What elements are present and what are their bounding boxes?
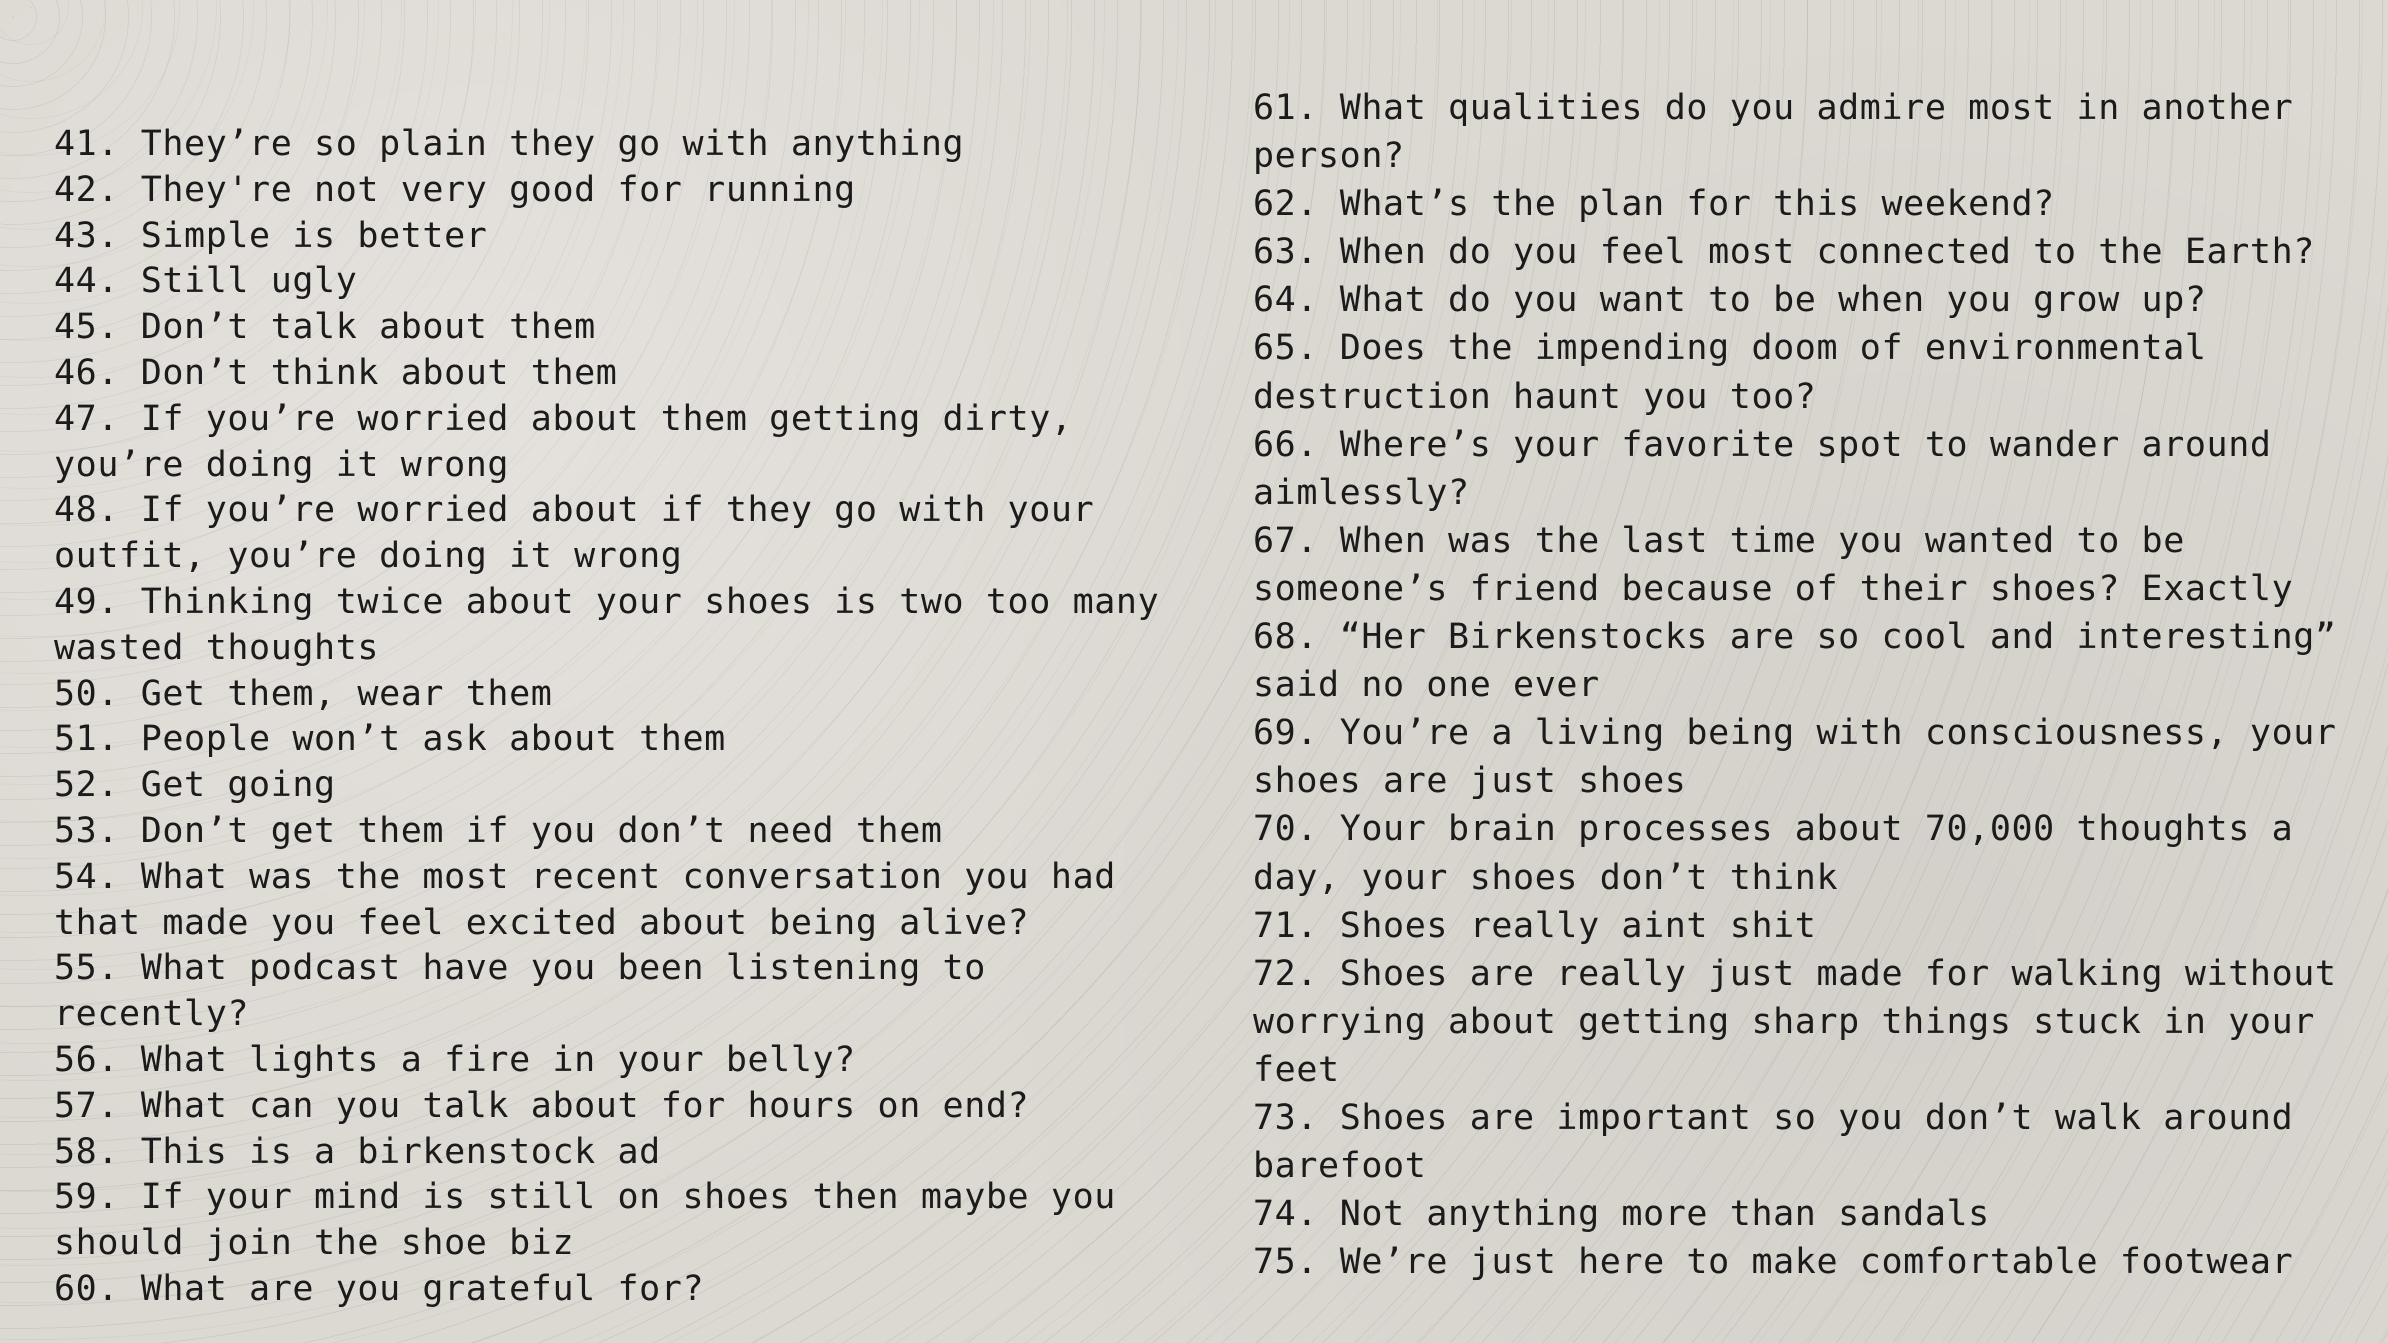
list-item	[54, 1267, 1184, 1313]
list-item	[54, 580, 1184, 672]
list-item	[54, 672, 1184, 718]
list-item	[54, 1038, 1184, 1084]
item-text: Don’t get them if you don’t need them	[140, 810, 943, 851]
list-item	[54, 717, 1184, 763]
list-item	[1253, 228, 2353, 276]
list-item	[1253, 950, 2353, 1094]
list-item	[54, 763, 1184, 809]
item-number: 46.	[54, 352, 120, 393]
item-number: 56.	[54, 1039, 120, 1080]
item-text: What was the most recent conversation you had that made you feel excited about being alive?	[54, 856, 1116, 943]
item-text: Get them, wear them	[140, 673, 553, 714]
item-number: 44.	[54, 261, 120, 302]
list-item	[1253, 84, 2353, 180]
item-number: 48.	[54, 490, 120, 531]
item-number: 64.	[1253, 280, 1319, 321]
item-text: Shoes are really just made for walking without worrying about getting sharp things stuck in your feet	[1253, 953, 2337, 1090]
list-item	[1253, 613, 2353, 709]
list-item	[1253, 1238, 2353, 1286]
item-number: 50.	[54, 673, 120, 714]
left-column-list	[54, 122, 1184, 1313]
item-number: 70.	[1253, 809, 1319, 850]
list-item	[1253, 902, 2353, 950]
item-number: 47.	[54, 398, 120, 439]
list-item	[1253, 1094, 2353, 1190]
item-text: If you’re worried about them getting dirty, you’re doing it wrong	[54, 398, 1073, 485]
list-item	[1253, 324, 2353, 420]
list-item	[54, 122, 1184, 168]
item-text: Don’t talk about them	[140, 307, 596, 348]
list-item	[1253, 180, 2353, 228]
item-number: 66.	[1253, 424, 1319, 465]
item-number: 63.	[1253, 232, 1319, 273]
list-item	[1253, 1190, 2353, 1238]
item-number: 51.	[54, 719, 120, 760]
item-text: You’re a living being with consciousness, your shoes are just shoes	[1253, 713, 2337, 802]
item-text: What are you grateful for?	[140, 1268, 705, 1309]
item-number: 71.	[1253, 905, 1319, 946]
item-text: What lights a fire in your belly?	[140, 1039, 856, 1080]
item-number: 59.	[54, 1177, 120, 1218]
item-number: 75.	[1253, 1242, 1319, 1283]
item-number: 45.	[54, 307, 120, 348]
item-text: If your mind is still on shoes then maybe you should join the shoe biz	[54, 1177, 1116, 1264]
list-item	[1253, 709, 2353, 805]
item-number: 72.	[1253, 953, 1319, 994]
list-item	[54, 809, 1184, 855]
item-number: 62.	[1253, 184, 1319, 225]
item-number: 42.	[54, 169, 120, 210]
item-number: 73.	[1253, 1097, 1319, 1138]
list-item	[54, 397, 1184, 489]
item-text: “Her Birkenstocks are so cool and interesting” said no one ever	[1253, 617, 2337, 706]
list-item	[1253, 421, 2353, 517]
item-number: 53.	[54, 810, 120, 851]
item-number: 74.	[1253, 1194, 1319, 1235]
item-text: We’re just here to make comfortable footwear	[1339, 1242, 2294, 1283]
list-item	[54, 1084, 1184, 1130]
list-item	[1253, 517, 2353, 613]
item-text: Where’s your favorite spot to wander around aimlessly?	[1253, 424, 2272, 513]
item-number: 67.	[1253, 520, 1319, 561]
list-item	[54, 488, 1184, 580]
item-number: 68.	[1253, 617, 1319, 658]
item-text: Shoes really aint shit	[1339, 905, 1817, 946]
item-text: They're not very good for running	[140, 169, 856, 210]
item-text: Don’t think about them	[140, 352, 618, 393]
list-item	[54, 305, 1184, 351]
item-text: When do you feel most connected to the Earth?	[1339, 232, 2315, 273]
list-item	[54, 1175, 1184, 1267]
item-text: What’s the plan for this weekend?	[1339, 184, 2055, 225]
list-item	[54, 259, 1184, 305]
item-text: Still ugly	[140, 261, 358, 302]
item-text: Not anything more than sandals	[1339, 1194, 1990, 1235]
list-item	[54, 1130, 1184, 1176]
item-number: 65.	[1253, 328, 1319, 369]
item-number: 69.	[1253, 713, 1319, 754]
item-text: This is a birkenstock ad	[140, 1131, 661, 1172]
list-item	[1253, 276, 2353, 324]
item-text: Get going	[140, 765, 336, 806]
item-text: When was the last time you wanted to be someone’s friend because of their shoes? Exactly	[1253, 520, 2294, 609]
item-text: Shoes are important so you don’t walk around barefoot	[1253, 1097, 2294, 1187]
list-item	[54, 168, 1184, 214]
item-number: 57.	[54, 1085, 120, 1126]
item-text: Does the impending doom of environmental destruction haunt you too?	[1253, 328, 2207, 417]
item-text: What can you talk about for hours on end?	[140, 1085, 1030, 1126]
list-item	[54, 214, 1184, 260]
item-number: 52.	[54, 765, 120, 806]
item-text: What qualities do you admire most in another person?	[1253, 88, 2294, 177]
item-text: They’re so plain they go with anything	[140, 124, 965, 164]
item-number: 58.	[54, 1131, 120, 1172]
list-item	[54, 946, 1184, 1038]
item-text: Simple is better	[140, 215, 488, 256]
item-text: Thinking twice about your shoes is two too many wasted thoughts	[54, 581, 1160, 668]
list-item	[54, 351, 1184, 397]
item-number: 61.	[1253, 88, 1319, 128]
item-text: If you’re worried about if they go with your outfit, you’re doing it wrong	[54, 490, 1095, 577]
item-text: What do you want to be when you grow up?	[1339, 280, 2207, 321]
list-item	[1253, 805, 2353, 901]
item-text: Your brain processes about 70,000 thoughts a day, your shoes don’t think	[1253, 809, 2294, 898]
item-text: People won’t ask about them	[140, 719, 726, 760]
item-number: 54.	[54, 856, 120, 897]
item-number: 41.	[54, 124, 120, 164]
right-column-list	[1253, 84, 2353, 1286]
item-text: What podcast have you been listening to recently?	[54, 948, 986, 1035]
item-number: 60.	[54, 1268, 120, 1309]
item-number: 49.	[54, 581, 120, 622]
list-item	[54, 855, 1184, 947]
item-number: 55.	[54, 948, 120, 989]
item-number: 43.	[54, 215, 120, 256]
